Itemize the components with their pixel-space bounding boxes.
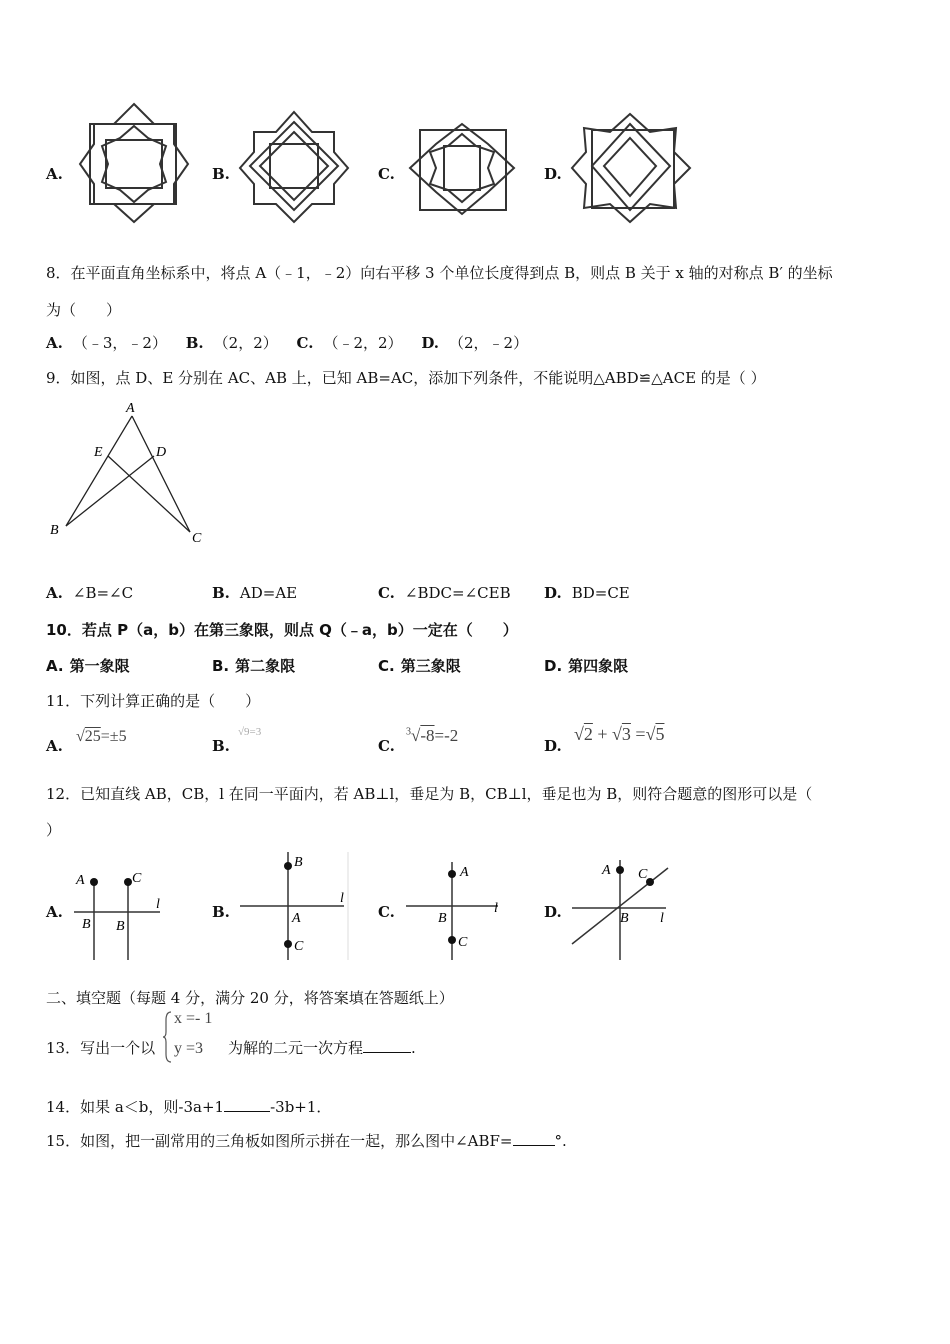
q7-option-a-letter: A. xyxy=(46,165,63,183)
q11-option-b-expr: √9=3 xyxy=(238,726,262,738)
svg-text:l: l xyxy=(660,911,664,926)
q8-question-line1: 8．在平面直角坐标系中，将点 A（﹣1，﹣2）向右平移 3 个单位长度得到点 B，则点 B 关于 x 轴的对称点 B′ 的坐标 xyxy=(46,264,833,282)
svg-text:l: l xyxy=(494,901,498,916)
q7-option-d-letter: D. xyxy=(544,165,562,183)
q9-option-a: A. ∠B=∠C xyxy=(46,584,134,602)
q12-option-c-letter: C. xyxy=(378,903,395,921)
q9-option-c: C. ∠BDC=∠CEB xyxy=(378,584,511,602)
svg-text:B: B xyxy=(620,911,629,926)
q8-question-line2: 为（ ） xyxy=(46,301,122,319)
q11-option-b-letter: B. xyxy=(212,737,230,755)
q10-option-d: D. 第四象限 xyxy=(544,657,629,675)
svg-text:A: A xyxy=(460,865,469,880)
q8-option-d-text: （2，﹣2） xyxy=(449,334,529,352)
q9-label-d: D xyxy=(156,445,167,460)
svg-text:l: l xyxy=(156,897,160,912)
q7-option-b-letter: B. xyxy=(212,165,230,183)
q15-answer-blank[interactable] xyxy=(513,1145,555,1146)
q15-question: 15．如图，把一副常用的三角板如图所示拼在一起，那么图中∠ABF= °. xyxy=(46,1132,567,1150)
svg-text:l: l xyxy=(340,891,344,906)
q8-option-b-letter: B. xyxy=(185,334,204,352)
q10-option-a: A. 第一象限 xyxy=(46,657,130,675)
svg-text:C: C xyxy=(638,867,648,882)
q12-option-b-figure xyxy=(236,848,352,962)
svg-text:B: B xyxy=(438,911,447,926)
q13-suffix: 为解的二元一次方程 . xyxy=(228,1039,416,1057)
q13-eq2: y =3 xyxy=(174,1040,204,1057)
q10-option-c: C. 第三象限 xyxy=(378,657,461,675)
svg-text:A: A xyxy=(602,863,611,878)
q8-option-c-letter: C. xyxy=(296,334,314,352)
q10-question: 10．若点 P（a，b）在第三象限，则点 Q（﹣a，b）一定在（ ） xyxy=(46,621,518,639)
svg-text:A: A xyxy=(76,873,85,888)
q12-question-line2: ） xyxy=(46,821,62,839)
q8-option-b-text: （2，2） xyxy=(213,334,278,352)
q11-option-a-letter: A. xyxy=(46,737,63,755)
svg-text:C: C xyxy=(294,939,304,954)
q8-option-a-letter: A. xyxy=(46,334,63,352)
q11-option-d-letter: D. xyxy=(544,737,562,755)
section2-title: 二、填空题（每题 4 分，满分 20 分，将答案填在答题纸上） xyxy=(46,989,454,1007)
q10-option-b: B. 第二象限 xyxy=(212,657,296,675)
q11-option-c-expr: $^3$√-8=-2 xyxy=(406,726,459,745)
q12-option-c-figure xyxy=(402,860,506,962)
q8-option-c-text: （﹣2，2） xyxy=(323,334,403,352)
q9-option-d: D. BD=CE xyxy=(544,584,630,602)
q8-options xyxy=(46,332,528,353)
svg-text:C: C xyxy=(132,871,142,886)
q13-system xyxy=(162,1010,222,1064)
q11-option-a-expr: √25=±5 xyxy=(76,728,127,745)
q9-option-b: B. AD=AE xyxy=(212,584,298,602)
q7-option-d-figure xyxy=(570,110,692,226)
q13-eq1: x =- 1 xyxy=(174,1010,213,1027)
q12-option-a-figure xyxy=(70,860,166,962)
q7-option-c-figure xyxy=(404,122,520,216)
svg-text:C: C xyxy=(458,935,468,950)
svg-text:B: B xyxy=(294,855,303,870)
q9-label-a: A xyxy=(126,401,135,416)
q12-option-a-letter: A. xyxy=(46,903,63,921)
q12-option-d-figure xyxy=(568,856,674,962)
svg-text:A: A xyxy=(292,911,301,926)
q8-option-a-text: （﹣3，﹣2） xyxy=(72,334,167,352)
q13-brace-icon xyxy=(162,1010,172,1064)
q7-option-a-figure xyxy=(76,102,192,226)
svg-text:B: B xyxy=(116,919,125,934)
q11-option-c-letter: C. xyxy=(378,737,395,755)
q8-option-d-letter: D. xyxy=(421,334,440,352)
q7-option-b-figure xyxy=(236,108,352,226)
q13-prefix: 13．写出一个以 xyxy=(46,1039,156,1057)
q11-option-d-expr: √2 + √3 =√5 xyxy=(574,724,665,744)
q9-triangle-figure xyxy=(44,396,214,548)
q14-question: 14．如果 a＜b，则-3a+1 -3b+1． xyxy=(46,1098,332,1116)
q14-answer-blank[interactable] xyxy=(224,1111,270,1112)
q9-label-c: C xyxy=(192,531,202,546)
q9-label-e: E xyxy=(94,445,103,460)
q9-label-b: B xyxy=(50,523,59,538)
q12-question-line1: 12．已知直线 AB，CB，l 在同一平面内，若 AB⊥l，垂足为 B，CB⊥l，垂足也为 B，则符合题意的图形可以是（ xyxy=(46,785,813,803)
q13-answer-blank[interactable] xyxy=(363,1052,411,1053)
q11-question: 11．下列计算正确的是（ ） xyxy=(46,692,261,710)
q12-option-b-letter: B. xyxy=(212,903,230,921)
q9-question: 9．如图，点 D、E 分别在 AC、AB 上，已知 AB=AC，添加下列条件，不能说明△ABD≌△ACE 的是（ ） xyxy=(46,369,766,387)
q7-option-c-letter: C. xyxy=(378,165,395,183)
q12-option-d-letter: D. xyxy=(544,903,562,921)
svg-text:B: B xyxy=(82,917,91,932)
